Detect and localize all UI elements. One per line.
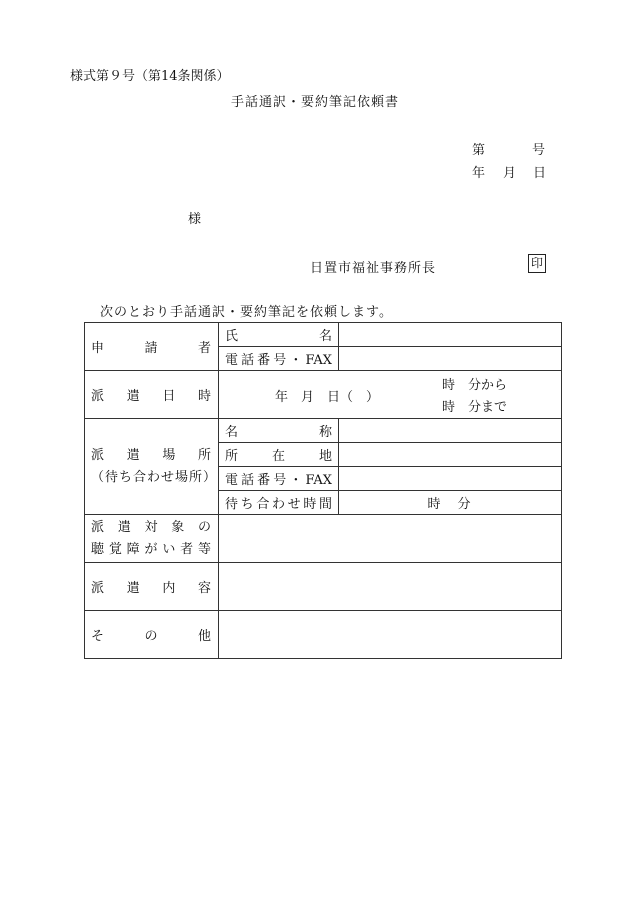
content-label: 派 遣 内 容: [85, 563, 219, 611]
issue-date-year: 年: [472, 166, 486, 181]
place-label-line2: （待ち合わせ場所）: [91, 469, 218, 485]
applicant-name-label: 氏 名: [219, 323, 339, 347]
datetime-label: 派 遣 日 時: [85, 371, 219, 419]
issue-date-month: 月: [503, 166, 517, 181]
other-label: そ の 他: [85, 611, 219, 659]
datetime-to-text: 時 分まで: [441, 399, 507, 415]
table-row: [85, 515, 562, 563]
table-row: [85, 371, 562, 419]
target-field[interactable]: [219, 515, 562, 563]
issue-date-day: 日: [533, 166, 547, 181]
seal-mark: 印: [528, 254, 546, 273]
applicant-name-field[interactable]: [339, 323, 562, 347]
applicant-label: 申 請 者: [85, 323, 219, 371]
target-label: [85, 515, 219, 563]
place-label: [85, 419, 219, 515]
issue-number-label: 第: [472, 143, 486, 158]
applicant-tel-label: 電話番号・FAX: [219, 347, 339, 371]
place-name-field[interactable]: [339, 419, 562, 443]
target-label-line2: 聴覚障がい者等: [91, 541, 212, 557]
target-label-line1: 派遣対象の: [91, 519, 212, 535]
table-row: [85, 611, 562, 659]
addressee-suffix: 様: [188, 212, 202, 227]
place-tel-label: 電話番号・FAX: [219, 467, 339, 491]
content-field[interactable]: [219, 563, 562, 611]
datetime-from-text: 時 分から: [441, 377, 507, 393]
table-row: [85, 323, 562, 347]
meet-time-field[interactable]: 時 分: [339, 491, 562, 515]
place-address-field[interactable]: [339, 443, 562, 467]
form-number: 様式第９号（第14条関係）: [70, 69, 230, 84]
place-label-line1: 派 遣 場 所: [91, 447, 212, 463]
table-row: [85, 419, 562, 443]
datetime-date-text: 年 月 日（ ）: [275, 389, 380, 405]
applicant-tel-field[interactable]: [339, 347, 562, 371]
sender-name: 日置市福祉事務所長: [310, 261, 437, 276]
document-title: 手話通訳・要約筆記依頼書: [230, 95, 399, 110]
meet-time-label: 待ち合わせ時間: [219, 491, 339, 515]
place-tel-field[interactable]: [339, 467, 562, 491]
place-address-label: 所 在 地: [219, 443, 339, 467]
place-name-label: 名 称: [219, 419, 339, 443]
other-field[interactable]: [219, 611, 562, 659]
table-row: [85, 563, 562, 611]
datetime-field[interactable]: [219, 371, 562, 419]
issue-number-suffix: 号: [532, 143, 546, 158]
intro-text: 次のとおり手話通訳・要約筆記を依頼します。: [100, 305, 393, 320]
request-table: [84, 322, 562, 659]
